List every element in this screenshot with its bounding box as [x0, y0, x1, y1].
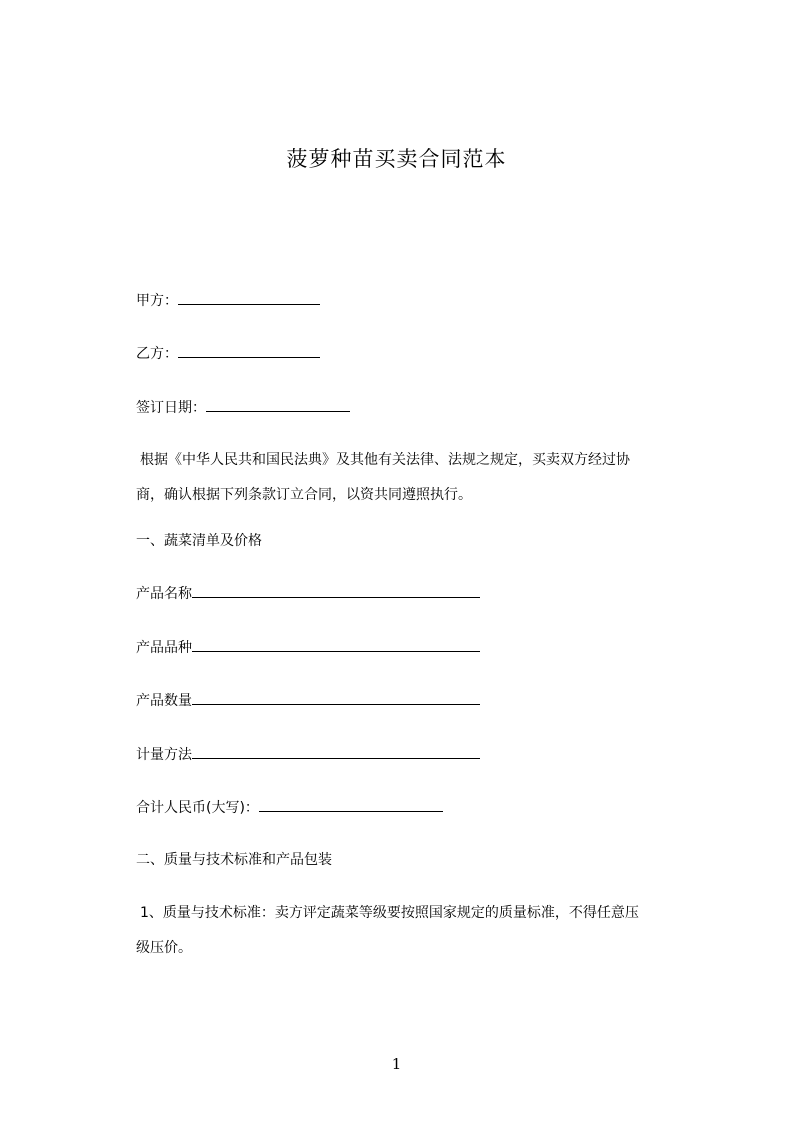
product-variety-line: [136, 637, 480, 658]
total-rmb-label: 合计人民币(大写)：: [136, 800, 259, 816]
intro-paragraph: [136, 443, 708, 513]
party-b-line: [136, 343, 320, 364]
total-rmb-line: [136, 797, 443, 818]
product-name-blank: [192, 583, 480, 598]
measure-method-blank: [192, 744, 480, 759]
party-a-blank: [178, 290, 320, 305]
sign-date-blank: [206, 397, 350, 412]
party-b-blank: [178, 343, 320, 358]
product-quantity-label: 产品数量: [136, 693, 192, 709]
page-number: 1: [391, 1055, 402, 1073]
product-quantity-line: [136, 690, 480, 711]
intro-line-2: 商，确认根据下列条款订立合同，以资共同遵照执行。: [136, 487, 472, 503]
document-title: 菠萝种苗买卖合同范本: [286, 147, 507, 171]
product-variety-label: 产品品种: [136, 640, 192, 656]
section-1-heading: 一、蔬菜清单及价格: [136, 533, 262, 549]
party-a-label: 甲方：: [136, 293, 178, 309]
section-2-heading: 二、质量与技术标准和产品包装: [136, 852, 332, 868]
product-name-label: 产品名称: [136, 586, 192, 602]
clause-1-paragraph: [136, 896, 708, 966]
product-name-line: [136, 583, 480, 604]
party-a-line: [136, 290, 320, 311]
measure-method-label: 计量方法: [136, 747, 192, 763]
clause-1-line-2: 级压价。: [136, 940, 192, 956]
sign-date-line: [136, 397, 350, 418]
clause-1-line-1: 1、质量与技术标准：卖方评定蔬菜等级要按照国家规定的质量标准，不得任意压: [140, 905, 639, 921]
party-b-label: 乙方：: [136, 346, 178, 362]
intro-line-1: 根据《中华人民共和国民法典》及其他有关法律、法规之规定，买卖双方经过协: [140, 452, 630, 468]
product-quantity-blank: [192, 690, 480, 705]
sign-date-label: 签订日期：: [136, 400, 206, 416]
product-variety-blank: [192, 637, 480, 652]
measure-method-line: [136, 744, 480, 765]
total-rmb-blank: [259, 797, 443, 812]
